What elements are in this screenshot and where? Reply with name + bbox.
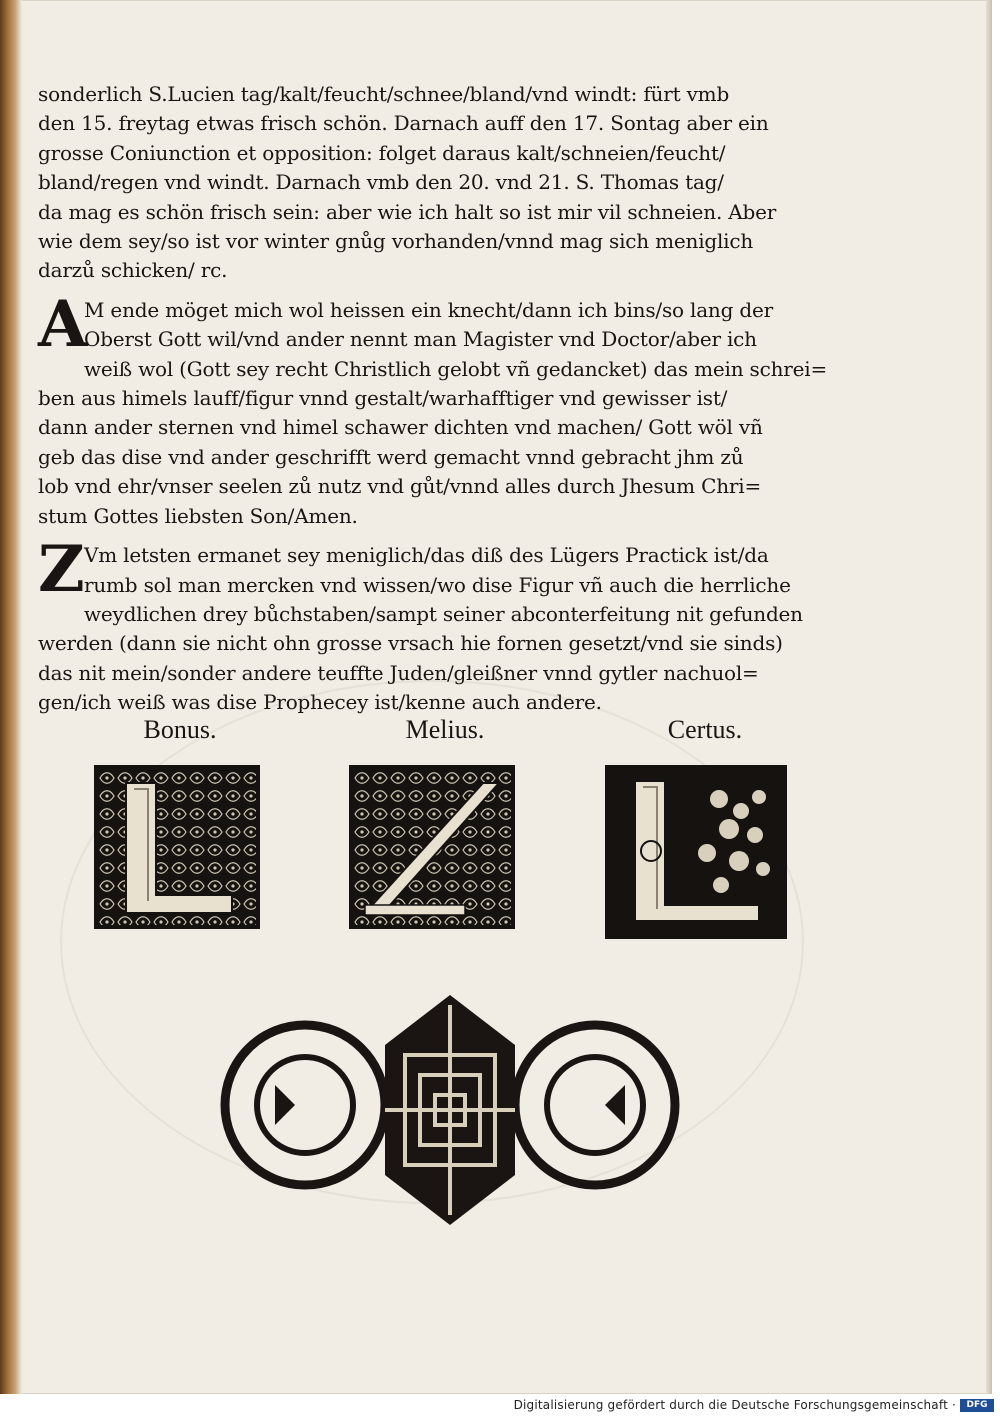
text-line: dann ander sternen vnd himel schawer dichten vnd machen/ Gott wöl vñ bbox=[38, 415, 763, 440]
knotwork-ornament bbox=[215, 985, 685, 1235]
text-line: weiß wol (Gott sey recht Christlich gelobt vñ gedancket) das mein schrei= bbox=[84, 356, 828, 381]
text-line: ben aus himels lauff/figur vnnd gestalt/warhafftiger vnd gewisser ist/ bbox=[38, 386, 728, 411]
text-line: gen/ich weiß was dise Prophecey ist/kenne auch andere. bbox=[38, 690, 602, 715]
funding-credit: Digitalisierung gefördert durch die Deutsche Forschungsgemeinschaft · bbox=[513, 1398, 956, 1412]
drop-cap: Z bbox=[38, 532, 85, 608]
text-line: M ende möget mich wol heissen ein knecht/dann ich bins/so lang der bbox=[84, 297, 773, 322]
paragraph-3 bbox=[38, 532, 858, 717]
text-line: stum Gottes liebsten Son/Amen. bbox=[38, 503, 358, 528]
text-line: sonderlich S.Lucien tag/kalt/feucht/schnee/bland/vnd windt: fürt vmb bbox=[38, 82, 730, 106]
ornate-letter-l-1 bbox=[94, 765, 260, 929]
text-line: wie dem sey/so ist vor winter gnůg vorhanden/vnnd mag sich meniglich bbox=[38, 229, 754, 254]
page-binding-edge bbox=[0, 0, 22, 1394]
text-line: Vm letsten ermanet sey meniglich/das diß des Lügers Practick ist/da bbox=[84, 543, 769, 568]
text-line: da mag es schön frisch sein: aber wie ich halt so ist mir vil schneien. Aber bbox=[38, 199, 777, 224]
letter-block-certus bbox=[605, 710, 805, 750]
letter-caption: Melius. bbox=[405, 715, 485, 744]
text-line: bland/regen vnd windt. Darnach vmb den 20. vnd 21. S. Thomas tag/ bbox=[38, 170, 724, 195]
letter-block-melius bbox=[345, 710, 545, 750]
text-line: rumb sol man mercken vnd wissen/wo dise Figur vñ auch die herrliche bbox=[84, 572, 791, 597]
ornate-letter-l-2 bbox=[605, 765, 787, 939]
ornate-letter-z bbox=[349, 765, 515, 929]
dfg-logo-icon: DFG bbox=[960, 1399, 994, 1412]
paragraph-1 bbox=[38, 80, 858, 286]
letter-block-bonus bbox=[80, 710, 280, 750]
letter-caption: Bonus. bbox=[143, 715, 217, 744]
drop-cap: A bbox=[38, 286, 88, 362]
text-line: weydlichen drey bůchstaben/sampt seiner abconterfeitung nit gefunden bbox=[84, 601, 803, 626]
digitization-footer bbox=[0, 1394, 1000, 1418]
three-letters-row bbox=[80, 710, 810, 950]
text-line: geb das dise vnd ander geschrifft werd gemacht vnnd gebracht jhm zů bbox=[38, 444, 744, 469]
body-text bbox=[38, 80, 858, 728]
text-line: darzů schicken/ rc. bbox=[38, 258, 228, 283]
text-line: werden (dann sie nicht ohn grosse vrsach hie fornen gesetzt/vnd sie sinds) bbox=[38, 631, 783, 656]
text-line: das nit mein/sonder andere teuffte Juden/gleißner vnnd gytler nachuol= bbox=[38, 660, 759, 685]
text-line: den 15. freytag etwas frisch schön. Darnach auff den 17. Sontag aber ein bbox=[38, 111, 769, 136]
text-line: grosse Coniunction et opposition: folget daraus kalt/schneien/feucht/ bbox=[38, 140, 726, 165]
paragraph-2 bbox=[38, 286, 858, 531]
text-line: lob vnd ehr/vnser seelen zů nutz vnd gůt/vnnd alles durch Jhesum Chri= bbox=[38, 474, 762, 499]
page-right-edge bbox=[986, 0, 992, 1394]
text-line: Oberst Gott wil/vnd ander nennt man Magister vnd Doctor/aber ich bbox=[84, 327, 757, 352]
letter-caption: Certus. bbox=[667, 715, 743, 744]
